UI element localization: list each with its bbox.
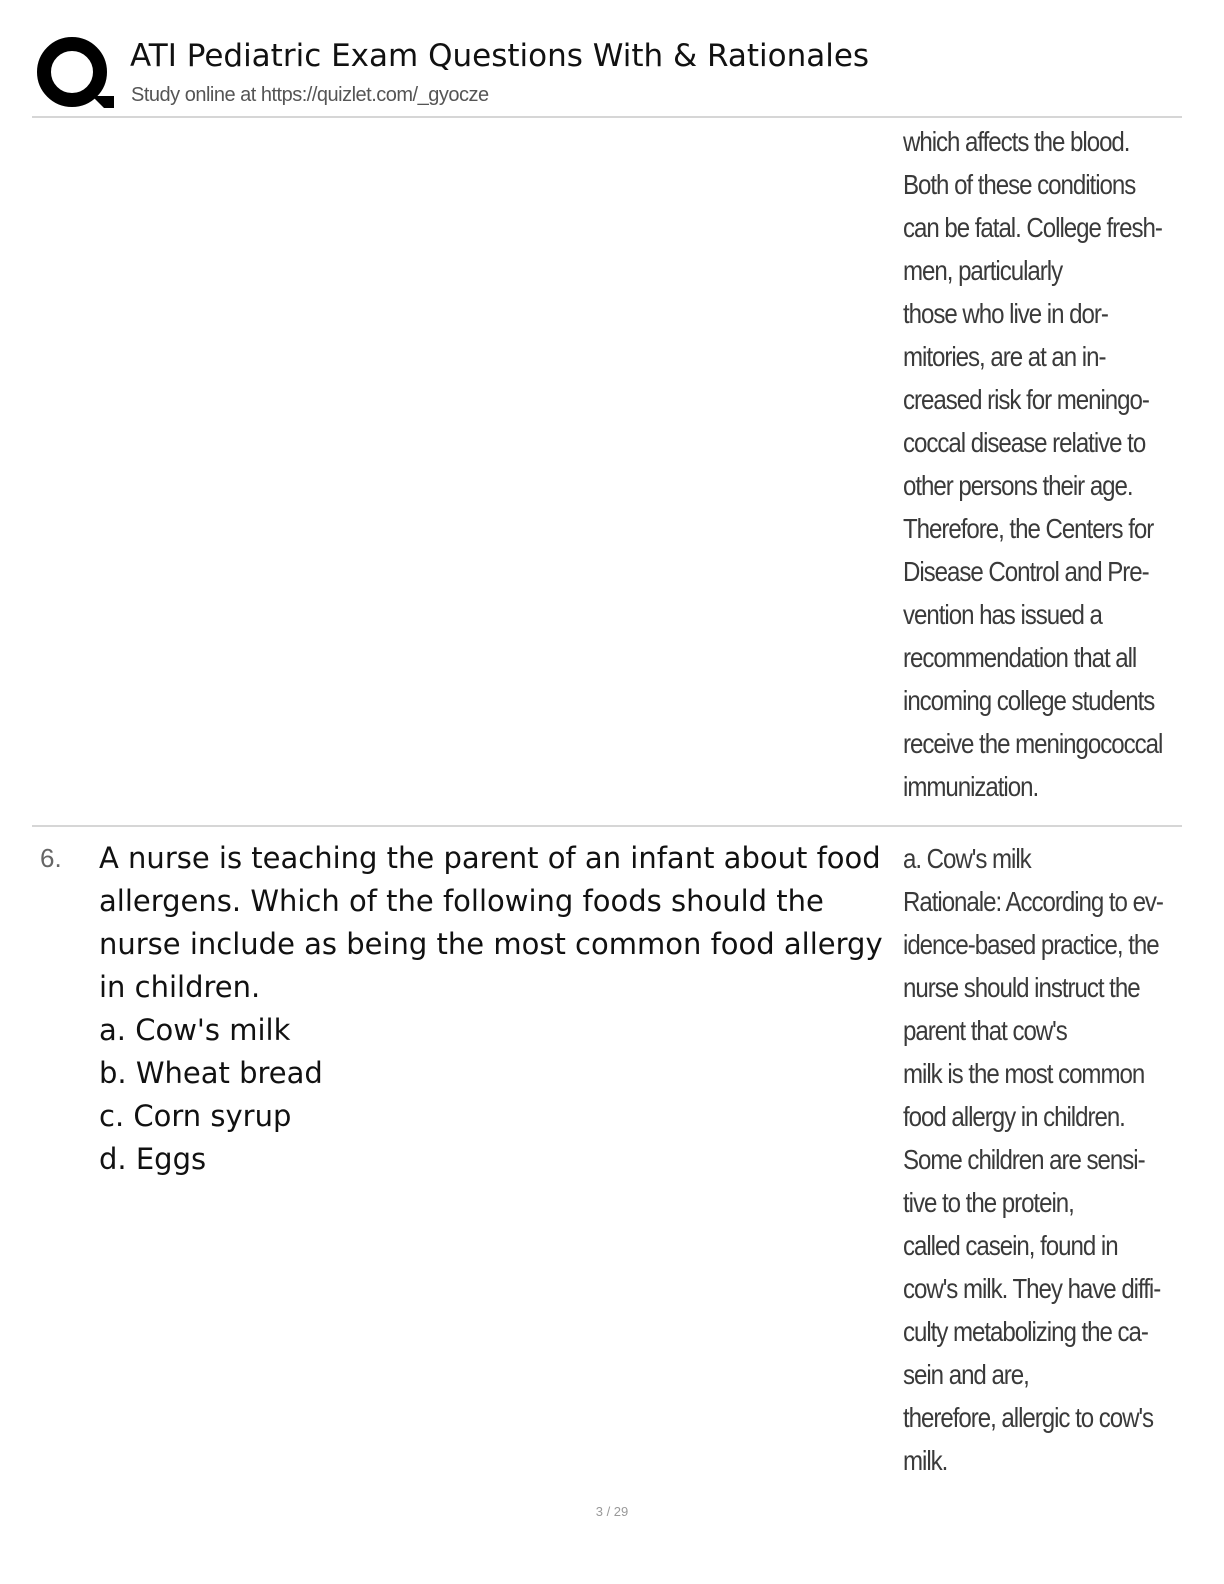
option-b: b. Wheat bread: [99, 1056, 323, 1090]
question-line: in children.: [99, 970, 261, 1004]
header-divider: [32, 116, 1182, 118]
question-line: nurse include as being the most common food allergy: [99, 927, 883, 961]
quizlet-q-logo-icon: [34, 34, 114, 114]
answer-line: those who live in dor-: [903, 298, 1108, 329]
answer-line: culty metabolizing the ca-: [903, 1316, 1148, 1347]
answer-line: vention has issued a: [903, 599, 1102, 630]
answer-line: nurse should instruct the: [903, 972, 1140, 1003]
answer-line: parent that cow's: [903, 1015, 1067, 1046]
answer-line: other persons their age.: [903, 470, 1133, 501]
answer-line: milk is the most common: [903, 1058, 1145, 1089]
answer-line: recommendation that all: [903, 642, 1137, 673]
question-text: [99, 837, 899, 1181]
answer-line: can be fatal. College fresh-: [903, 212, 1162, 243]
option-c: c. Corn syrup: [99, 1099, 292, 1133]
answer-line: idence-based practice, the: [903, 929, 1159, 960]
page-number: 3 / 29: [595, 1504, 629, 1519]
answer-line: men, particularly: [903, 255, 1063, 286]
answer-line: called casein, found in: [903, 1230, 1118, 1261]
answer-line: tive to the protein,: [903, 1187, 1074, 1218]
answer-line: coccal disease relative to: [903, 427, 1146, 458]
question-line: allergens. Which of the following foods should the: [99, 884, 824, 918]
study-online-link[interactable]: Study online at https://quizlet.com/_gyocze: [131, 84, 489, 106]
answer-line: Some children are sensi-: [903, 1144, 1145, 1175]
question-divider: [32, 825, 1182, 827]
answer-line: Therefore, the Centers for: [903, 513, 1154, 544]
answer-line: immunization.: [903, 771, 1039, 802]
answer-line: receive the meningococcal: [903, 728, 1163, 759]
answer-line: Both of these conditions: [903, 169, 1136, 200]
answer-line: sein and are,: [903, 1359, 1029, 1390]
option-a: a. Cow's milk: [99, 1013, 291, 1047]
answer-line: Disease Control and Pre-: [903, 556, 1149, 587]
question-line: A nurse is teaching the parent of an infant about food: [99, 841, 881, 875]
question-answer-rationale: [903, 837, 1178, 1482]
answer-line: therefore, allergic to cow's: [903, 1402, 1154, 1433]
previous-answer-continuation: [903, 120, 1178, 808]
answer-line: incoming college students: [903, 685, 1155, 716]
answer-line: food allergy in children.: [903, 1101, 1125, 1132]
answer-line: milk.: [903, 1445, 948, 1476]
answer-line: mitories, are at an in-: [903, 341, 1106, 372]
answer-line: Rationale: According to ev-: [903, 886, 1163, 917]
question-number: 6.: [40, 843, 62, 873]
answer-line: which affects the blood.: [903, 126, 1130, 157]
answer-line: a. Cow's milk: [903, 843, 1031, 874]
page-title: ATI Pediatric Exam Questions With & Rationales: [130, 38, 870, 74]
answer-line: cow's milk. They have diffi-: [903, 1273, 1161, 1304]
answer-line: creased risk for meningo-: [903, 384, 1149, 415]
option-d: d. Eggs: [99, 1142, 207, 1176]
